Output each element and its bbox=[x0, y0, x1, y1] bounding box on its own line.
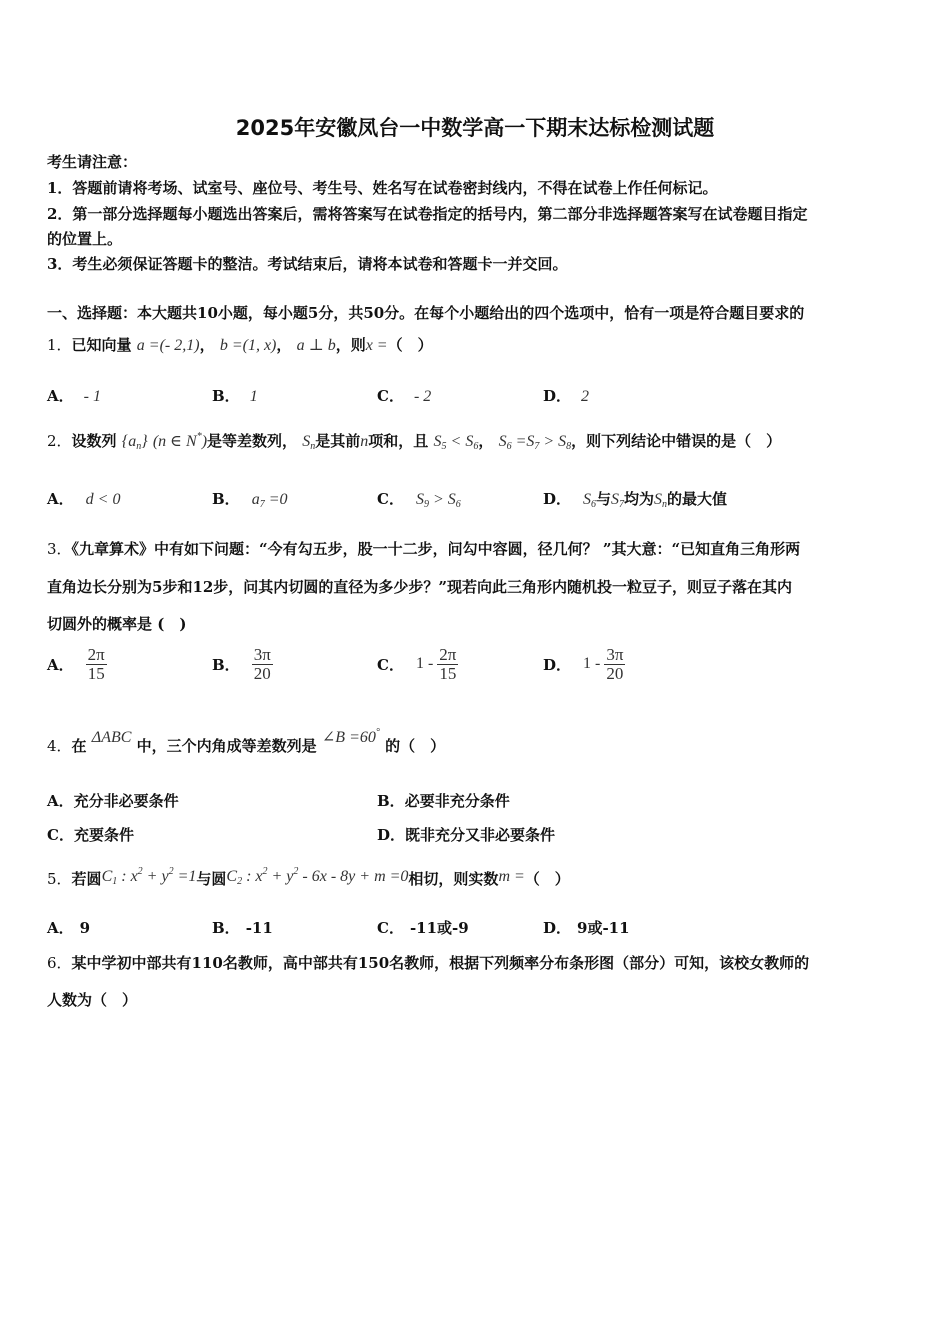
q2-n: n bbox=[360, 433, 369, 450]
option-label: B． bbox=[377, 792, 405, 810]
q5-option-a[interactable] bbox=[47, 917, 90, 938]
q1-option-a[interactable] bbox=[47, 385, 101, 406]
q2-option-a[interactable] bbox=[47, 488, 120, 509]
q5-number: 5． bbox=[47, 870, 72, 888]
option-fraction bbox=[252, 646, 273, 683]
option-value: 9 bbox=[79, 919, 91, 937]
frac-den: 20 bbox=[253, 663, 271, 683]
q1-vector-a: a =(- 2,1) bbox=[136, 337, 200, 354]
question-3 bbox=[47, 538, 800, 559]
q1-option-c[interactable] bbox=[377, 385, 431, 406]
q2-domain bbox=[153, 433, 207, 450]
math-sub: 6 bbox=[506, 441, 512, 452]
math-part: ∠B =60 bbox=[321, 729, 376, 746]
q1-number: 1． bbox=[47, 336, 72, 354]
option-fraction bbox=[437, 646, 458, 683]
math-sub: 8 bbox=[566, 441, 572, 452]
q3-option-d[interactable] bbox=[543, 646, 625, 683]
notice-item-2: 2．第一部分选择题每小题选出答案后，需将答案写在试卷指定的括号内，第二部分非选择题答案写在试卷题目指定 bbox=[47, 205, 808, 223]
math-part: + y bbox=[142, 868, 169, 885]
math-part: (n ∈ N bbox=[152, 433, 197, 450]
option-text: 均为 bbox=[624, 490, 655, 508]
math-part: S bbox=[583, 491, 592, 508]
option-label: B． bbox=[212, 919, 240, 937]
option-text: 与 bbox=[596, 490, 612, 508]
option-label: C． bbox=[377, 919, 404, 937]
option-label: A． bbox=[47, 490, 74, 508]
math-part: < S bbox=[446, 433, 474, 450]
math-sup: 2 bbox=[293, 866, 299, 877]
math-sub: n bbox=[662, 499, 668, 510]
q1-option-b[interactable] bbox=[212, 385, 258, 406]
q2-text: 是其前 bbox=[315, 432, 361, 450]
math-sup: * bbox=[196, 431, 202, 442]
q5-circle-2 bbox=[226, 868, 408, 885]
option-math bbox=[654, 491, 667, 508]
math-sup: 2 bbox=[137, 866, 143, 877]
q1-text: ，则 bbox=[335, 336, 366, 354]
option-label: A． bbox=[47, 655, 74, 674]
q1-perp: a ⊥ b bbox=[296, 337, 336, 354]
option-fraction bbox=[604, 646, 625, 683]
option-label: D． bbox=[543, 919, 572, 937]
q2-cond-1 bbox=[434, 433, 479, 450]
q3-option-c[interactable] bbox=[377, 646, 458, 683]
option-math bbox=[583, 491, 596, 508]
q1-text: 已知向量 bbox=[71, 336, 132, 354]
q4-angle bbox=[322, 729, 380, 746]
q4-text: 中，三个内角成等差数列是 bbox=[136, 737, 317, 755]
q5-option-c[interactable] bbox=[377, 917, 469, 938]
q3-number: 3． bbox=[47, 540, 72, 558]
q1-option-d[interactable] bbox=[543, 385, 589, 406]
q4-text: 的（ ） bbox=[385, 737, 446, 755]
q5-text: 若圆 bbox=[71, 870, 102, 888]
q2-text: 设数列 bbox=[71, 432, 117, 450]
q1-x: x = bbox=[365, 337, 388, 354]
q2-option-b[interactable] bbox=[212, 488, 287, 510]
q2-number: 2． bbox=[47, 432, 72, 450]
notice-item-2-cont: 的位置上。 bbox=[47, 230, 123, 248]
q4-option-d[interactable] bbox=[377, 824, 555, 845]
q5-text: 相切，则实数 bbox=[408, 870, 499, 888]
q6-number: 6． bbox=[47, 954, 72, 972]
math-part: S bbox=[433, 433, 442, 450]
math-sub: 5 bbox=[441, 441, 447, 452]
math-part: {a bbox=[121, 433, 137, 450]
option-value: -11 bbox=[245, 919, 273, 937]
math-part: } bbox=[141, 433, 148, 450]
option-fraction bbox=[86, 646, 107, 683]
q3-line-1: 《九章算术》中有如下问题：“今有勾五步，股一十二步，问勾中容圆，径几何？ ”其大意：“已知直角三角形两 bbox=[71, 540, 801, 558]
notice-heading: 考生请注意： bbox=[47, 153, 138, 171]
q2-text: 是等差数列， bbox=[207, 432, 298, 450]
option-label: B． bbox=[212, 490, 240, 508]
option-label: B． bbox=[212, 387, 240, 405]
q3-line-2: 直角边长分别为5步和12步，问其内切圆的直径为多少步？”现若向此三角形内随机投一粒豆子，则豆子落在其内 bbox=[47, 578, 792, 596]
section-heading: 一、选择题：本大题共10小题，每小题5分，共50分。在每个小题给出的四个选项中，恰有一项是符合题目要求的 bbox=[47, 304, 805, 322]
question-1 bbox=[47, 334, 433, 355]
q2-sequence bbox=[122, 433, 148, 450]
math-sup: ° bbox=[375, 727, 380, 738]
frac-num: 3π bbox=[253, 645, 271, 664]
math-part: - 6x - 8y + m =0 bbox=[298, 868, 409, 885]
q1-comma: ， bbox=[199, 336, 215, 354]
math-part: a bbox=[251, 491, 260, 508]
q2-comma: ， bbox=[478, 432, 494, 450]
option-value: d < 0 bbox=[85, 491, 121, 508]
option-value: 必要非充分条件 bbox=[404, 792, 510, 810]
frac-num: 2π bbox=[87, 645, 105, 664]
option-prefix: 1 - bbox=[415, 655, 438, 673]
math-part: =1 bbox=[173, 868, 197, 885]
q5-text: 与圆 bbox=[196, 870, 227, 888]
math-part: > S bbox=[428, 491, 456, 508]
q2-sn bbox=[302, 433, 315, 450]
q4-text: 在 bbox=[71, 737, 87, 755]
math-sub: 7 bbox=[619, 499, 625, 510]
math-part: C bbox=[101, 868, 113, 885]
option-value: - 2 bbox=[413, 388, 432, 405]
frac-num: 3π bbox=[606, 645, 624, 664]
q4-option-a[interactable] bbox=[47, 790, 179, 811]
q4-number: 4． bbox=[47, 737, 72, 755]
option-label: A． bbox=[47, 919, 74, 937]
option-label: D． bbox=[377, 826, 406, 844]
q2-option-c[interactable] bbox=[377, 488, 461, 510]
notice-item-3: 3．考生必须保证答题卡的整洁。考试结束后，请将本试卷和答题卡一并交回。 bbox=[47, 255, 568, 273]
q5-paren: （ ） bbox=[524, 870, 570, 888]
option-label: D． bbox=[543, 655, 572, 674]
q3-option-b[interactable] bbox=[212, 646, 273, 683]
option-value bbox=[416, 491, 461, 508]
q4-option-b[interactable] bbox=[377, 790, 510, 811]
math-part: : x bbox=[117, 868, 138, 885]
frac-den: 15 bbox=[87, 663, 105, 683]
option-label: C． bbox=[47, 826, 74, 844]
question-5 bbox=[47, 868, 570, 890]
math-part: + y bbox=[267, 868, 294, 885]
math-sub: n bbox=[310, 441, 316, 452]
option-math bbox=[611, 491, 624, 508]
math-part: : x bbox=[242, 868, 263, 885]
frac-num: 2π bbox=[439, 645, 457, 664]
question-6 bbox=[47, 952, 809, 973]
math-sub: 7 bbox=[534, 441, 540, 452]
q6-line-2: 人数为（ ） bbox=[47, 991, 138, 1009]
q3-line-3: 切圆外的概率是 ( ) bbox=[47, 615, 187, 633]
math-part: S bbox=[302, 433, 311, 450]
q4-option-c[interactable] bbox=[47, 824, 134, 845]
math-sub: 7 bbox=[259, 499, 265, 510]
math-part: =0 bbox=[264, 491, 288, 508]
math-sub: 6 bbox=[455, 499, 461, 510]
option-label: B． bbox=[212, 655, 240, 674]
math-part: S bbox=[611, 491, 620, 508]
q5-option-d[interactable] bbox=[543, 917, 630, 938]
math-sub: n bbox=[136, 441, 142, 452]
option-value: 2 bbox=[581, 388, 590, 405]
option-value: 1 bbox=[249, 388, 258, 405]
option-value: 充分非必要条件 bbox=[73, 792, 179, 810]
q1-comma: ， bbox=[276, 336, 292, 354]
math-part: S bbox=[498, 433, 507, 450]
q5-option-b[interactable] bbox=[212, 917, 273, 938]
math-sup: 2 bbox=[262, 866, 268, 877]
q4-triangle: ΔABC bbox=[91, 729, 132, 746]
frac-den: 15 bbox=[439, 663, 457, 683]
math-part: =S bbox=[511, 433, 535, 450]
q2-option-d[interactable] bbox=[543, 488, 727, 510]
option-value: 充要条件 bbox=[73, 826, 134, 844]
notice-item-1: 1．答题前请将考场、试室号、座位号、考生号、姓名写在试卷密封线内，不得在试卷上作任何标记。 bbox=[47, 179, 718, 197]
q1-vector-b: b =(1, x) bbox=[219, 337, 277, 354]
math-sub: 6 bbox=[473, 441, 479, 452]
q2-cond-2 bbox=[499, 433, 572, 450]
q5-circle-1 bbox=[102, 868, 197, 885]
math-part: C bbox=[226, 868, 238, 885]
math-sub: 6 bbox=[591, 499, 597, 510]
option-label: D． bbox=[543, 387, 572, 405]
question-4 bbox=[47, 727, 446, 756]
question-2 bbox=[47, 430, 781, 452]
option-value: -11或-9 bbox=[409, 919, 469, 937]
option-label: D． bbox=[543, 490, 572, 508]
math-part: S bbox=[415, 491, 424, 508]
option-label: C． bbox=[377, 655, 404, 674]
option-value: 9或-11 bbox=[577, 919, 630, 937]
q5-m: m = bbox=[498, 868, 525, 885]
option-text: 的最大值 bbox=[667, 490, 728, 508]
frac-den: 20 bbox=[606, 663, 624, 683]
q6-line-1: 某中学初中部共有110名教师，高中部共有150名教师，根据下列频率分布条形图（部分）可知，该校女教师的 bbox=[71, 954, 810, 972]
math-part: S bbox=[654, 491, 663, 508]
math-sub: 9 bbox=[423, 499, 429, 510]
option-label: C． bbox=[377, 387, 404, 405]
math-sub: 1 bbox=[112, 876, 118, 887]
math-sub: 2 bbox=[237, 876, 243, 887]
math-part: ) bbox=[201, 433, 208, 450]
q1-paren: （ ） bbox=[387, 336, 433, 354]
option-prefix: 1 - bbox=[583, 655, 605, 673]
option-value: - 1 bbox=[83, 388, 101, 405]
option-label: A． bbox=[47, 792, 74, 810]
math-part: > S bbox=[539, 433, 567, 450]
option-label: C． bbox=[377, 490, 404, 508]
option-value bbox=[252, 491, 288, 508]
q2-text: 项和，且 bbox=[368, 432, 429, 450]
math-sup: 2 bbox=[168, 866, 174, 877]
option-value: 既非充分又非必要条件 bbox=[405, 826, 556, 844]
page-title: 2025年安徽凤台一中数学高一下期末达标检测试题 bbox=[235, 116, 715, 140]
option-label: A． bbox=[47, 387, 74, 405]
q3-option-a[interactable] bbox=[47, 646, 107, 683]
q2-text: ，则下列结论中错误的是（ ） bbox=[571, 432, 782, 450]
